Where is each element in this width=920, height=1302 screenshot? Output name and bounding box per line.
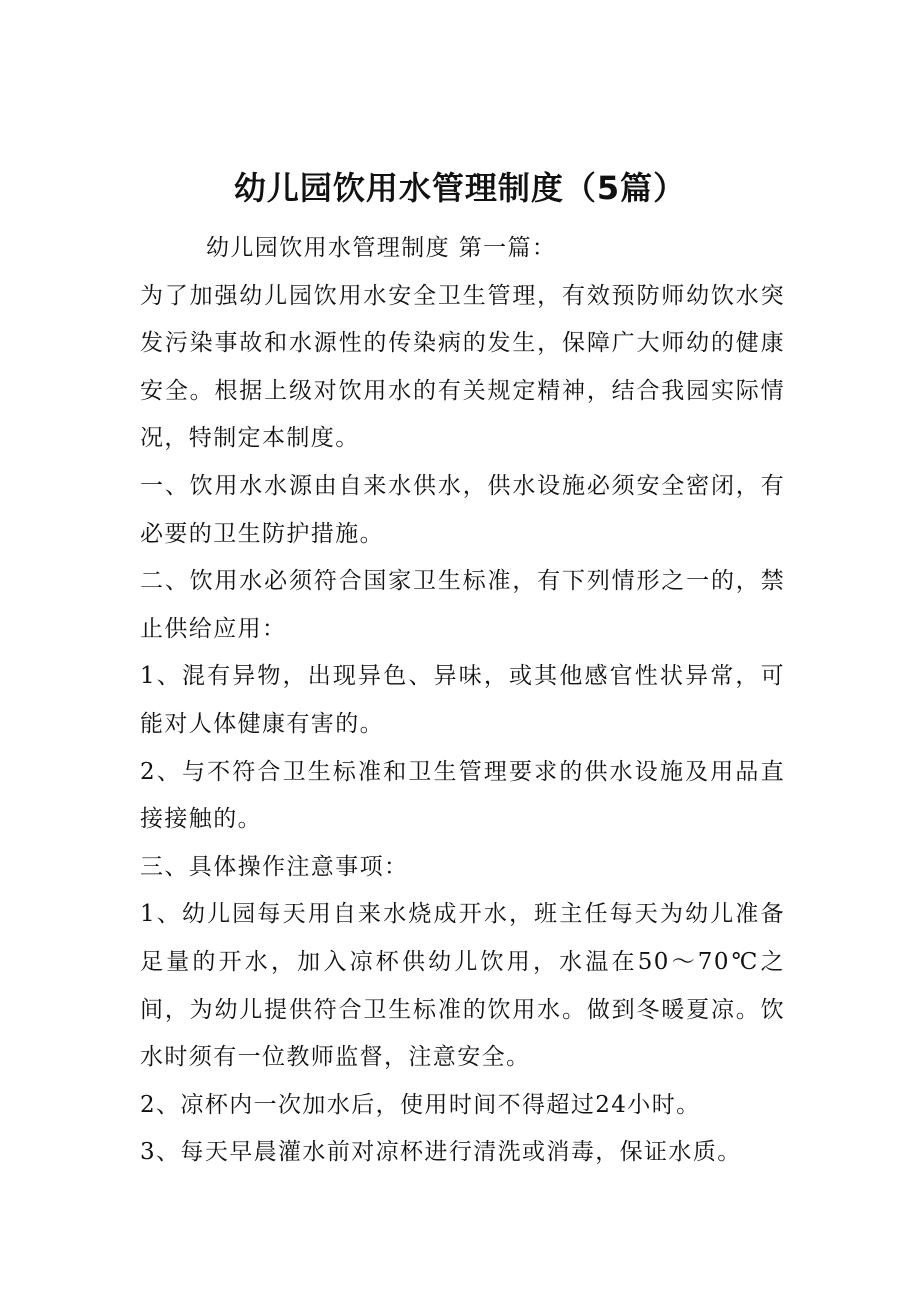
rule-3-heading: 三、具体操作注意事项：: [140, 853, 409, 880]
section-subtitle: 幼儿园饮用水管理制度 第一篇：: [206, 235, 557, 261]
rule-3-item-3: 3、每天早晨灌水前对凉杯进行清洗或消毒，保证水质。: [140, 1139, 742, 1166]
rule-1-water-source: 一、饮用水水源由自来水供水，供水设施必须安全密闭，有必要的卫生防护措施。: [140, 472, 785, 547]
rule-2-item-2: 2、与不符合卫生标准和卫生管理要求的供水设施及用品直接接触的。: [140, 758, 785, 833]
document-title: 幼儿园饮用水管理制度（5篇）: [233, 169, 687, 208]
rule-3-item-2: 2、凉杯内一次加水后，使用时间不得超过24小时。: [140, 1091, 701, 1118]
document-body: [140, 225, 785, 1177]
intro-paragraph: 为了加强幼儿园饮用水安全卫生管理，有效预防师幼饮水突发污染事故和水源性的传染病的发生，保障广大师幼的健康安全。根据上级对饮用水的有关规定精神，结合我园实际情况，特制定本制度。: [140, 282, 785, 452]
rule-2-item-1: 1、混有异物，出现异色、异味，或其他感官性状异常，可能对人体健康有害的。: [140, 663, 785, 737]
rule-3-item-1: 1、幼儿园每天用自来水烧成开水，班主任每天为幼儿准备足量的开水，加入凉杯供幼儿饮用，水温在50～70℃之间，为幼儿提供符合卫生标准的饮用水。做到冬暖夏凉。饮水时须有一位教师监督，注意安全。: [140, 901, 785, 1071]
rule-2-standards: 二、饮用水必须符合国家卫生标准，有下列情形之一的，禁止供给应用：: [140, 568, 785, 642]
